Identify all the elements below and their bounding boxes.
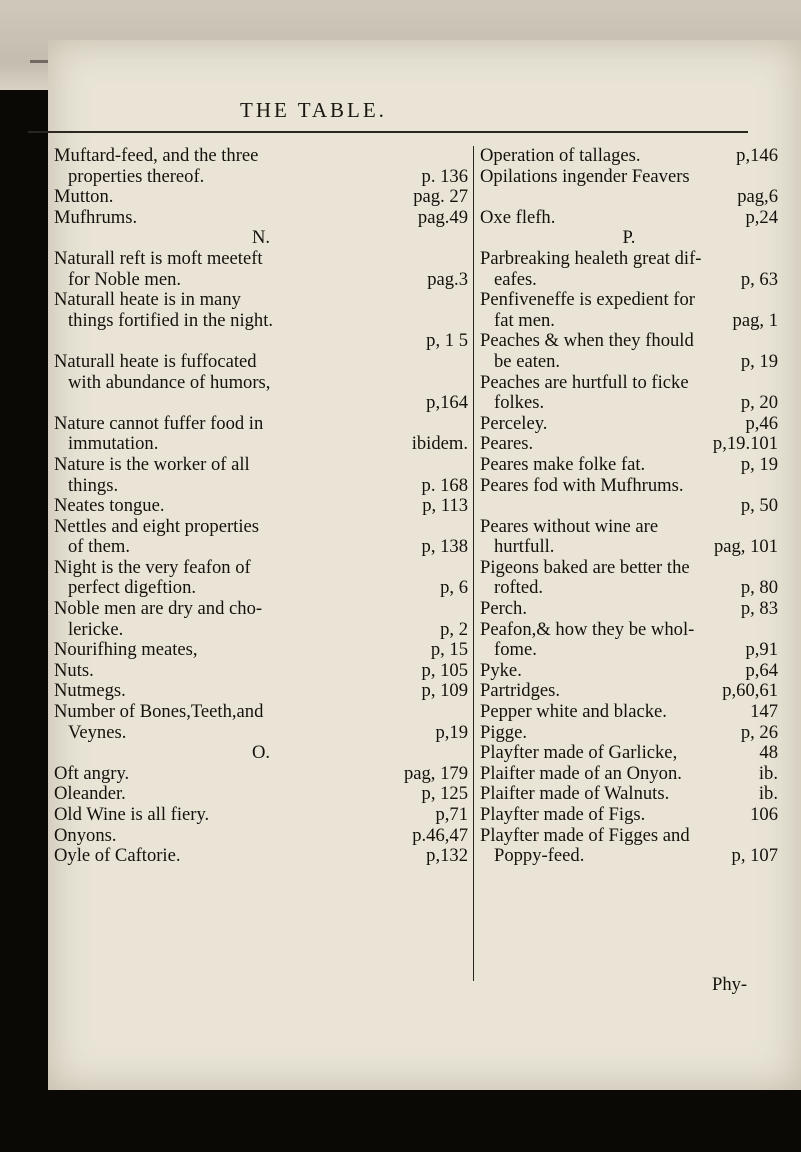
entry-text: Playfter made of Figges and	[480, 824, 690, 846]
entry-text: Perch.	[480, 598, 527, 620]
index-entry-line	[54, 681, 468, 702]
page-reference: p,91	[745, 639, 778, 661]
page-reference: pag.49	[417, 206, 468, 228]
page-reference: pag,6	[737, 186, 778, 208]
index-entry-line	[480, 373, 778, 394]
entry-text: Onyons.	[54, 824, 117, 846]
page-reference: p, 63	[740, 268, 778, 290]
entry-text: fat men.	[494, 309, 555, 331]
entry-text: Peares make folke fat.	[480, 453, 646, 475]
page-reference: ibidem.	[411, 433, 468, 455]
index-entry-line	[54, 805, 468, 826]
index-entry-line	[54, 434, 468, 455]
index-entry-line	[480, 805, 778, 826]
page-reference: p, 107	[731, 845, 778, 867]
entry-text: Peares fod with Mufhrums.	[480, 474, 684, 496]
page-reference: p,164	[426, 392, 468, 414]
entry-text: fome.	[494, 639, 537, 661]
entry-text: Perceley.	[480, 412, 548, 434]
entry-text: hurtfull.	[494, 536, 555, 558]
entry-text: Peaches & when they fhould	[480, 330, 694, 352]
left-index-column	[54, 146, 468, 867]
index-entry-line	[480, 578, 778, 599]
section-letter	[54, 743, 468, 764]
index-entry-line	[480, 249, 778, 270]
entry-text: Peares without wine are	[480, 515, 659, 537]
page-reference: p, 109	[421, 680, 468, 702]
entry-text: Neates tongue.	[54, 495, 165, 517]
index-entry-line	[480, 414, 778, 435]
index-entry-line	[480, 846, 778, 867]
entry-text: Nourifhing meates,	[54, 639, 198, 661]
index-entry-line	[480, 434, 778, 455]
index-entry-line	[54, 620, 468, 641]
entry-text: Oyle of Caftorie.	[54, 845, 181, 867]
index-entry-line	[54, 537, 468, 558]
head-rule	[28, 131, 748, 133]
entry-text: Pigge.	[480, 721, 528, 743]
entry-text: Mufhrums.	[54, 206, 138, 228]
page-reference: p, 19	[740, 350, 778, 372]
page-reference: ib.	[758, 762, 778, 784]
entry-text: with abundance of humors,	[68, 371, 271, 393]
catchword: Phy-	[712, 974, 748, 995]
page-reference: p,64	[745, 659, 778, 681]
index-entry-line	[480, 352, 778, 373]
index-entry-line	[54, 826, 468, 847]
entry-text: Nutmegs.	[54, 680, 126, 702]
entry-text: Peafon,& how they be whol-	[480, 618, 695, 640]
index-entry-line	[480, 620, 778, 641]
page-reference: p,132	[426, 845, 468, 867]
index-entry-line	[54, 311, 468, 332]
entry-text: Muftard-feed, and the three	[54, 145, 259, 166]
index-entry-line	[480, 640, 778, 661]
page-reference: 106	[750, 804, 778, 825]
index-entry-line	[480, 311, 778, 332]
entry-text: Operation of tallages.	[480, 145, 641, 166]
index-entry-line	[54, 208, 468, 229]
page-reference: p, 6	[440, 577, 468, 599]
index-entry-line	[480, 208, 778, 229]
entry-text: folkes.	[494, 392, 545, 414]
index-entry-line	[54, 784, 468, 805]
index-entry-line	[480, 476, 778, 497]
entry-text: Mutton.	[54, 186, 114, 208]
entry-text: Night is the very feafon of	[54, 556, 251, 578]
entry-text: Peaches are hurtfull to ficke	[480, 371, 689, 393]
index-entry-line	[480, 146, 778, 167]
page-reference: p, 15	[430, 639, 468, 661]
entry-text: Naturall reft is moft meeteft	[54, 247, 263, 269]
page-reference: pag, 179	[403, 762, 468, 784]
entry-text: Parbreaking healeth great dif-	[480, 247, 702, 269]
entry-text: O.	[251, 742, 271, 764]
page-reference: 147	[750, 701, 778, 723]
entry-text: Pepper white and blacke.	[480, 701, 667, 723]
entry-text: Oxe flefh.	[480, 206, 556, 228]
entry-text: Nature is the worker of all	[54, 453, 250, 475]
entry-text: Naturall heate is fuffocated	[54, 350, 257, 372]
page-reference: pag.3	[427, 268, 468, 290]
entry-text: Plaifter made of Walnuts.	[480, 783, 670, 805]
entry-text: Plaifter made of an Onyon.	[480, 762, 682, 784]
entry-text: Poppy-feed.	[494, 845, 585, 867]
page-reference: p, 26	[740, 721, 778, 743]
page-reference: p, 1 5	[426, 330, 468, 352]
entry-text: Partridges.	[480, 680, 561, 702]
index-entry-line	[54, 640, 468, 661]
entry-text: Number of Bones,Teeth,and	[54, 701, 264, 723]
entry-text: immutation.	[68, 433, 159, 455]
index-entry-line	[480, 661, 778, 682]
page-reference: p, 105	[421, 659, 468, 681]
index-entry-line	[54, 187, 468, 208]
index-entry-line	[480, 558, 778, 579]
entry-text: properties thereof.	[68, 165, 205, 187]
page-reference: p, 2	[440, 618, 468, 640]
entry-text: lericke.	[68, 618, 124, 640]
index-entry-line	[54, 167, 468, 188]
page-reference: p, 125	[421, 783, 468, 805]
page-reference: p, 19	[740, 453, 778, 475]
index-entry-line	[54, 764, 468, 785]
index-entry-line	[480, 496, 778, 517]
page-reference: pag, 1	[732, 309, 778, 331]
entry-text: Oleander.	[54, 783, 126, 805]
right-index-column	[480, 146, 778, 867]
column-divider	[473, 146, 474, 981]
index-entry-line	[480, 517, 778, 538]
index-entry-line	[54, 517, 468, 538]
index-entry-line	[54, 558, 468, 579]
index-entry-line	[480, 537, 778, 558]
entry-text: Nuts.	[54, 659, 94, 681]
entry-text: Noble men are dry and cho-	[54, 598, 263, 620]
entry-text: Naturall heate is in many	[54, 289, 241, 311]
index-entry-line	[480, 167, 778, 188]
entry-text: Nettles and eight properties	[54, 515, 259, 537]
entry-text: be eaten.	[494, 350, 561, 372]
entry-text: Veynes.	[68, 721, 127, 743]
page-reference: pag, 101	[713, 536, 778, 558]
index-entry-line	[54, 249, 468, 270]
entry-text: eafes.	[494, 268, 537, 290]
section-letter	[54, 228, 468, 249]
index-entry-line	[54, 476, 468, 497]
entry-text: Playfter made of Garlicke,	[480, 742, 678, 764]
page-reference: p, 83	[740, 598, 778, 620]
index-entry-line	[54, 578, 468, 599]
page-reference: p. 168	[421, 474, 468, 496]
entry-text: Pyke.	[480, 659, 522, 681]
index-entry-line	[480, 826, 778, 847]
index-entry-line	[480, 764, 778, 785]
page-reference: p. 136	[421, 165, 468, 187]
page-reference: p,24	[745, 206, 778, 228]
index-entry-line	[54, 496, 468, 517]
entry-text: Oft angry.	[54, 762, 130, 784]
page-reference: p, 80	[740, 577, 778, 599]
entry-text: rofted.	[494, 577, 544, 599]
index-entry-line	[54, 270, 468, 291]
index-entry-line	[480, 743, 778, 764]
entry-text: things.	[68, 474, 119, 496]
index-entry-line	[54, 723, 468, 744]
entry-text: perfect digeftion.	[68, 577, 197, 599]
page-reference: p,146	[736, 145, 778, 166]
entry-text: Old Wine is all fiery.	[54, 804, 210, 825]
index-entry-line	[480, 331, 778, 352]
entry-text: for Noble men.	[68, 268, 182, 290]
page-reference: p, 50	[740, 495, 778, 517]
page-reference: p,19	[435, 721, 468, 743]
index-entry-line	[480, 784, 778, 805]
entry-text: Playfter made of Figs.	[480, 804, 646, 825]
index-entry-line	[480, 681, 778, 702]
index-entry-line	[480, 290, 778, 311]
index-entry-line	[54, 846, 468, 867]
page-reference: p, 20	[740, 392, 778, 414]
running-head: THE TABLE.	[240, 98, 387, 122]
index-entry-line	[480, 393, 778, 414]
page-reference: p,60,61	[722, 680, 778, 702]
index-entry-line	[480, 702, 778, 723]
page-reference: ib.	[758, 783, 778, 805]
index-entry-line	[54, 661, 468, 682]
index-entry-line	[54, 455, 468, 476]
page-reference: p, 138	[421, 536, 468, 558]
index-entry-line	[54, 702, 468, 723]
page-reference: p, 113	[422, 495, 468, 517]
index-entry-line	[54, 414, 468, 435]
entry-text: P.	[622, 227, 636, 249]
page-reference: 48	[759, 742, 778, 764]
page-reference: p,71	[435, 804, 468, 825]
entry-text: of them.	[68, 536, 130, 558]
index-entry-line	[54, 146, 468, 167]
index-entry-line	[480, 599, 778, 620]
index-entry-line	[54, 290, 468, 311]
index-entry-line	[54, 393, 468, 414]
entry-text: things fortified in the night.	[68, 309, 274, 331]
entry-text: Opilations ingender Feavers	[480, 165, 690, 187]
index-entry-line	[54, 599, 468, 620]
index-entry-line	[480, 270, 778, 291]
page-reference: pag. 27	[413, 186, 468, 208]
entry-text: Nature cannot fuffer food in	[54, 412, 264, 434]
entry-text: Penfiveneffe is expedient for	[480, 289, 695, 311]
index-entry-line	[480, 723, 778, 744]
entry-text: Pigeons baked are better the	[480, 556, 690, 578]
index-entry-line	[54, 331, 468, 352]
section-letter	[480, 228, 778, 249]
entry-text: N.	[251, 227, 271, 249]
page-reference: p,19.101	[712, 433, 778, 455]
page-reference: p,46	[745, 412, 778, 434]
index-entry-line	[54, 373, 468, 394]
index-entry-line	[480, 455, 778, 476]
entry-text: Peares.	[480, 433, 534, 455]
index-entry-line	[480, 187, 778, 208]
index-entry-line	[54, 352, 468, 373]
page-reference: p.46,47	[412, 824, 468, 846]
